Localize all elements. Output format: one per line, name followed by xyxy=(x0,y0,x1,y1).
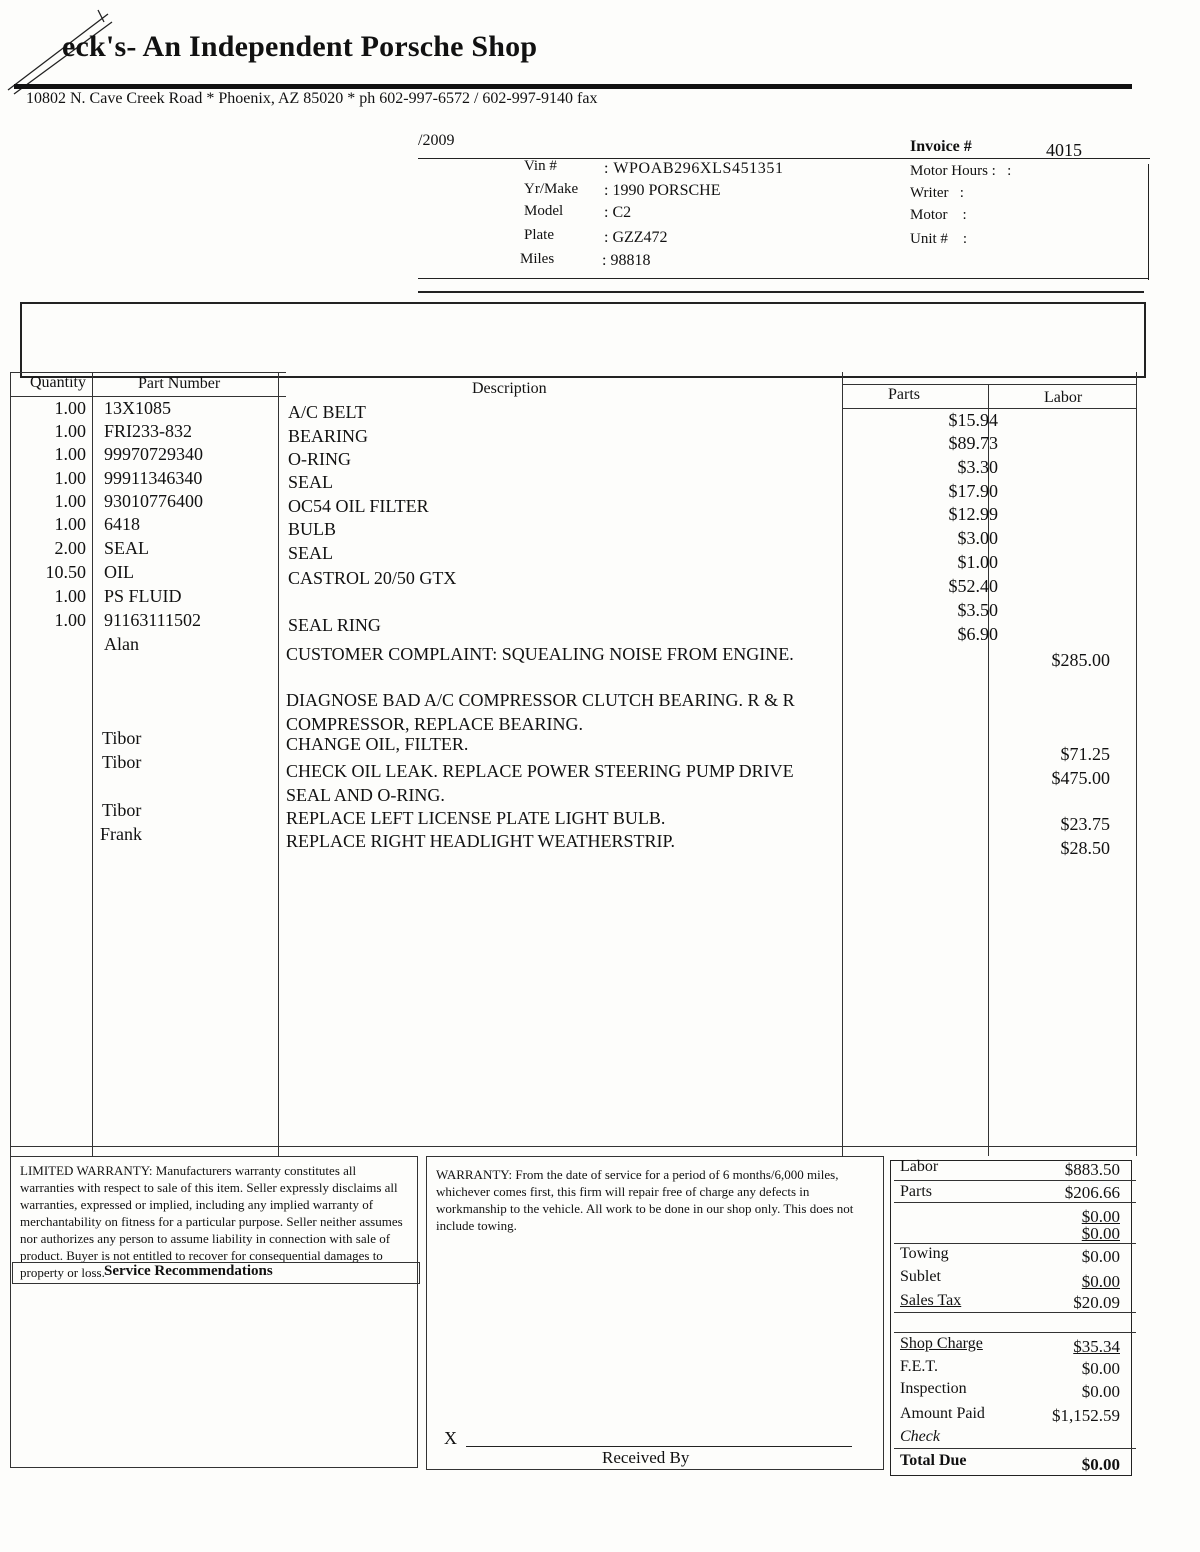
col-parts: Parts xyxy=(888,386,920,403)
line-parts-price: $12.99 xyxy=(948,504,998,524)
line-parts-price: $1.00 xyxy=(957,552,998,572)
line-description: BEARING xyxy=(288,426,368,446)
shop-address: 10802 N. Cave Creek Road * Phoenix, AZ 85020 * ph 602-997-6572 / 602-997-9140 fax xyxy=(26,90,598,107)
line-description: BULB xyxy=(288,519,337,539)
invoice-number: 4015 xyxy=(1046,140,1082,160)
labor-price: $23.75 xyxy=(1060,814,1110,834)
line-part-number: 99911346340 xyxy=(104,468,203,488)
line-parts-price: $6.90 xyxy=(957,624,998,644)
labor-technician: Tibor xyxy=(102,800,142,820)
line-qty: 1.00 xyxy=(54,398,86,418)
line-qty: 1.00 xyxy=(54,610,86,630)
table-bottom-rule xyxy=(10,1146,1136,1147)
vin-label: Vin # xyxy=(524,158,557,174)
header-bottom-right xyxy=(842,408,1136,409)
col-labor: Labor xyxy=(1044,389,1083,406)
unit-number: Unit # : xyxy=(910,231,968,247)
total-blank-value: $0.00 xyxy=(1081,1207,1120,1226)
signature-line xyxy=(466,1446,852,1447)
motor: Motor : xyxy=(910,207,967,223)
labor-technician: Frank xyxy=(100,824,142,844)
vehicle-box-bottom xyxy=(418,278,1148,279)
yrmake-label: Yr/Make xyxy=(524,181,579,197)
line-description: O-RING xyxy=(288,449,351,469)
shop-name: eck's- An Independent Porsche Shop xyxy=(62,30,538,63)
line-parts-price: $89.73 xyxy=(948,433,998,453)
line-description: SEAL xyxy=(288,472,333,492)
line-qty: 1.00 xyxy=(54,444,86,464)
yrmake-value: : 1990 PORSCHE xyxy=(604,182,721,199)
header-rule xyxy=(14,84,1132,89)
line-description: SEAL RING xyxy=(288,615,381,635)
total-fet-label: F.E.T. xyxy=(900,1358,938,1375)
line-part-number: SEAL xyxy=(104,538,149,558)
invoice-date: /2009 xyxy=(418,132,455,149)
line-part-number: 91163111502 xyxy=(104,610,201,630)
labor-price: $71.25 xyxy=(1060,744,1110,764)
total-towing-label: Towing xyxy=(900,1245,949,1262)
total-parts-value: $206.66 xyxy=(1064,1183,1120,1202)
header-bottom-left xyxy=(10,396,286,397)
line-description: OC54 OIL FILTER xyxy=(288,496,429,516)
line-qty: 1.00 xyxy=(54,421,86,441)
totals-rule xyxy=(894,1332,1136,1333)
col-divider-left xyxy=(10,372,11,1156)
line-parts-price: $52.40 xyxy=(948,576,998,596)
total-amount-paid-value: $1,152.59 xyxy=(1052,1406,1120,1425)
labor-price: $475.00 xyxy=(1051,768,1110,788)
total-shop-charge-label: Shop Charge xyxy=(900,1335,983,1352)
line-part-number: 13X1085 xyxy=(104,398,171,418)
total-sublet-label: Sublet xyxy=(900,1268,941,1285)
labor-description: REPLACE LEFT LICENSE PLATE LIGHT BULB. xyxy=(286,808,666,828)
line-parts-price: $3.50 xyxy=(957,600,998,620)
labor-price: $28.50 xyxy=(1060,838,1110,858)
shop-warranty-text: WARRANTY: From the date of service for a period of 6 months/6,000 miles, whichever comes first, this firm will repair free of charge any defects in workmanship to the vehicle. All work to be done in our shop only. This does not include towing. xyxy=(436,1167,854,1233)
line-qty: 1.00 xyxy=(54,514,86,534)
received-by-label: Received By xyxy=(602,1448,690,1467)
totals-rule xyxy=(894,1180,1136,1181)
total-fet-value: $0.00 xyxy=(1081,1359,1120,1378)
total-blank-value: $0.00 xyxy=(1081,1224,1120,1243)
plate-label: Plate xyxy=(524,227,554,243)
line-part-number: 93010776400 xyxy=(104,491,203,511)
service-recommendations-label: Service Recommendations xyxy=(104,1263,273,1279)
labor-price: $285.00 xyxy=(1051,650,1110,670)
line-description: CASTROL 20/50 GTX xyxy=(288,568,457,588)
labor-description: CHECK OIL LEAK. REPLACE POWER STEERING PUMP DRIVE SEAL AND O-RING. xyxy=(286,761,794,805)
invoice-label: Invoice # xyxy=(910,138,972,155)
line-description: A/C BELT xyxy=(288,402,366,422)
labor-description: CUSTOMER COMPLAINT: SQUEALING NOISE FROM ENGINE. xyxy=(286,644,794,664)
plate-value: : GZZ472 xyxy=(604,229,668,246)
line-description: SEAL xyxy=(288,543,333,563)
miles-value: : 98818 xyxy=(602,252,651,269)
line-items-table xyxy=(10,372,1137,1156)
total-parts-label: Parts xyxy=(900,1183,932,1200)
labor-description: REPLACE RIGHT HEADLIGHT WEATHERSTRIP. xyxy=(286,831,676,851)
total-sales-tax-value: $20.09 xyxy=(1073,1293,1120,1312)
line-parts-price: $17.90 xyxy=(948,481,998,501)
line-qty: 1.00 xyxy=(54,491,86,511)
col-quantity: Quantity xyxy=(30,374,86,391)
vehicle-box-right xyxy=(1148,164,1149,280)
line-parts-price: $3.00 xyxy=(957,528,998,548)
signature-x: X xyxy=(444,1428,457,1448)
comment-box xyxy=(20,302,1146,378)
total-labor-value: $883.50 xyxy=(1064,1160,1120,1179)
total-amount-paid-label: Amount Paid xyxy=(900,1405,985,1422)
total-sublet-value: $0.00 xyxy=(1081,1272,1120,1291)
labor-technician: Tibor xyxy=(102,728,142,748)
line-qty: 1.00 xyxy=(54,586,86,606)
total-inspection-value: $0.00 xyxy=(1081,1382,1120,1401)
motor-hours: Motor Hours : : xyxy=(910,163,1012,179)
total-towing-value: $0.00 xyxy=(1081,1247,1120,1266)
labor-technician: Alan xyxy=(104,634,139,654)
labor-description: CHANGE OIL, FILTER. xyxy=(286,734,469,754)
line-part-number: OIL xyxy=(104,562,134,582)
line-parts-price: $3.30 xyxy=(957,457,998,477)
totals-rule xyxy=(894,1448,1136,1449)
line-parts-price: $15.94 xyxy=(948,410,998,430)
total-due-value: $0.00 xyxy=(1081,1455,1120,1474)
line-part-number: PS FLUID xyxy=(104,586,182,606)
col-divider-qty xyxy=(92,372,93,1156)
header-top-left xyxy=(10,372,286,373)
model-label: Model xyxy=(524,203,564,219)
limited-warranty-text: LIMITED WARRANTY: Manufacturers warranty constitutes all warranties with respect to sale of this item. Seller expressly disclaims all warranties, expressed or implied, including any implied warranty of merchantability on fitness for a particular purpose. Seller neither assumes nor authorizes any person to assume liability in connection with sale of product. Buyer is not entitled to recover for consequential damages to property or loss. xyxy=(20,1163,403,1280)
header-top-right xyxy=(842,384,1136,385)
line-part-number: FRI233-832 xyxy=(104,421,193,441)
line-part-number: 6418 xyxy=(104,514,140,534)
line-part-number: 99970729340 xyxy=(104,444,203,464)
model-value: : C2 xyxy=(604,204,632,221)
line-qty: 10.50 xyxy=(45,562,86,582)
divider-rule xyxy=(418,291,1144,293)
payment-method: Check xyxy=(900,1428,940,1445)
total-sales-tax-label: Sales Tax xyxy=(900,1292,962,1309)
col-description: Description xyxy=(472,380,547,397)
miles-label: Miles xyxy=(520,251,555,267)
line-qty: 2.00 xyxy=(54,538,86,558)
col-divider-desc xyxy=(842,372,843,1156)
total-labor-label: Labor xyxy=(900,1158,939,1175)
line-qty: 1.00 xyxy=(54,468,86,488)
col-divider-partno xyxy=(278,372,279,1156)
vin-value: : WPOAB296XLS451351 xyxy=(604,160,784,177)
col-part-number: Part Number xyxy=(138,375,221,392)
labor-description: DIAGNOSE BAD A/C COMPRESSOR CLUTCH BEARING. R & R COMPRESSOR, REPLACE BEARING. xyxy=(286,690,795,734)
labor-technician: Tibor xyxy=(102,752,142,772)
total-shop-charge-value: $35.34 xyxy=(1073,1337,1120,1356)
total-due-label: Total Due xyxy=(900,1452,967,1469)
writer: Writer : xyxy=(910,185,964,201)
total-inspection-label: Inspection xyxy=(900,1380,967,1397)
